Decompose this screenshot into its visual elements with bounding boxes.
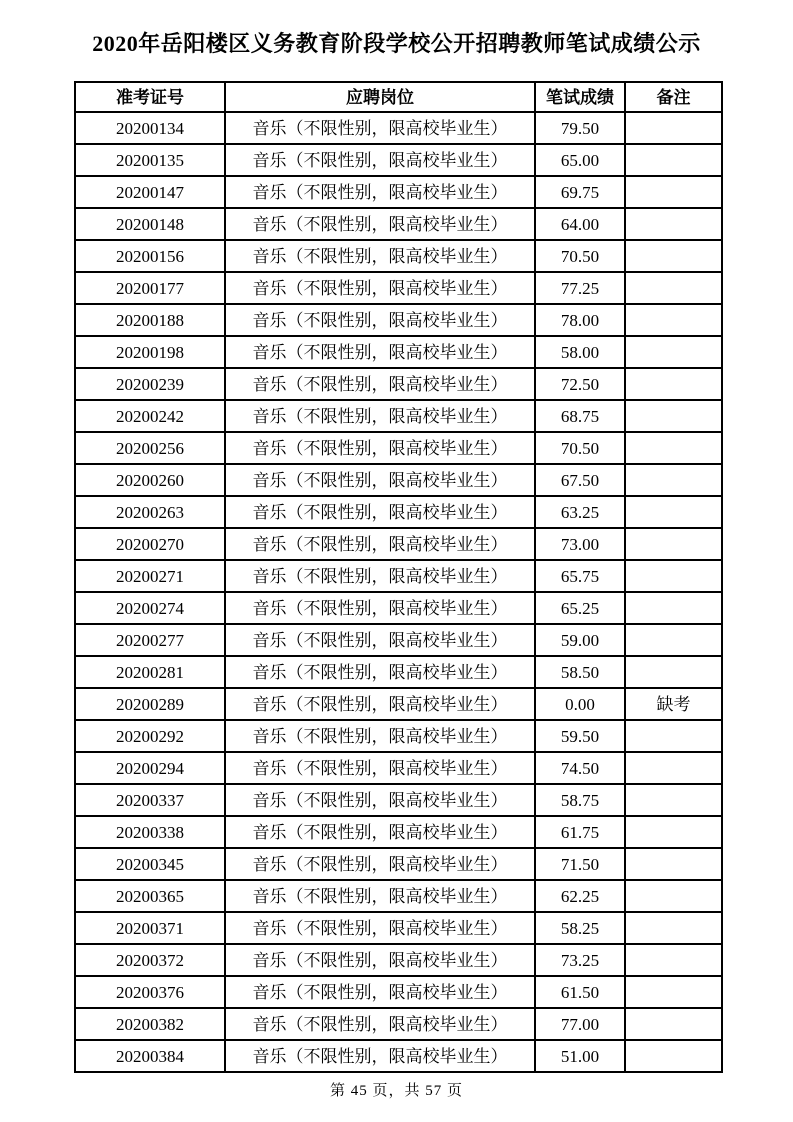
- position-cell: 音乐（不限性别，限高校毕业生）: [225, 176, 535, 208]
- score-cell: 61.75: [535, 816, 625, 848]
- exam-id-cell: 20200294: [75, 752, 225, 784]
- score-cell: 58.00: [535, 336, 625, 368]
- remark-cell: [625, 656, 722, 688]
- position-cell: 音乐（不限性别，限高校毕业生）: [225, 784, 535, 816]
- exam-id-cell: 20200277: [75, 624, 225, 656]
- remark-cell: [625, 272, 722, 304]
- exam-id-cell: 20200271: [75, 560, 225, 592]
- position-cell: 音乐（不限性别，限高校毕业生）: [225, 208, 535, 240]
- table-row: [75, 240, 722, 272]
- remark-cell: [625, 368, 722, 400]
- exam-id-cell: 20200371: [75, 912, 225, 944]
- table-header-row: [75, 82, 722, 112]
- remark-cell: [625, 944, 722, 976]
- remark-cell: [625, 816, 722, 848]
- table-row: [75, 880, 722, 912]
- exam-id-cell: 20200260: [75, 464, 225, 496]
- position-cell: 音乐（不限性别，限高校毕业生）: [225, 848, 535, 880]
- table-row: [75, 656, 722, 688]
- exam-id-cell: 20200274: [75, 592, 225, 624]
- table-row: [75, 592, 722, 624]
- score-cell: 59.00: [535, 624, 625, 656]
- remark-cell: 缺考: [625, 688, 722, 720]
- position-cell: 音乐（不限性别，限高校毕业生）: [225, 1040, 535, 1072]
- remark-cell: [625, 304, 722, 336]
- remark-cell: [625, 784, 722, 816]
- remark-cell: [625, 112, 722, 144]
- score-cell: 77.00: [535, 1008, 625, 1040]
- remark-cell: [625, 976, 722, 1008]
- table-row: [75, 944, 722, 976]
- exam-id-cell: 20200177: [75, 272, 225, 304]
- score-cell: 77.25: [535, 272, 625, 304]
- score-cell: 62.25: [535, 880, 625, 912]
- position-cell: 音乐（不限性别，限高校毕业生）: [225, 368, 535, 400]
- score-cell: 58.75: [535, 784, 625, 816]
- position-cell: 音乐（不限性别，限高校毕业生）: [225, 976, 535, 1008]
- position-cell: 音乐（不限性别，限高校毕业生）: [225, 528, 535, 560]
- remark-cell: [625, 336, 722, 368]
- remark-cell: [625, 432, 722, 464]
- score-cell: 79.50: [535, 112, 625, 144]
- exam-id-cell: 20200365: [75, 880, 225, 912]
- exam-id-cell: 20200156: [75, 240, 225, 272]
- score-cell: 65.00: [535, 144, 625, 176]
- remark-cell: [625, 528, 722, 560]
- position-cell: 音乐（不限性别，限高校毕业生）: [225, 1008, 535, 1040]
- score-cell: 58.50: [535, 656, 625, 688]
- exam-id-cell: 20200134: [75, 112, 225, 144]
- score-cell: 64.00: [535, 208, 625, 240]
- score-cell: 63.25: [535, 496, 625, 528]
- position-cell: 音乐（不限性别，限高校毕业生）: [225, 560, 535, 592]
- remark-cell: [625, 1008, 722, 1040]
- header-written-score: 笔试成绩: [535, 82, 625, 112]
- table-row: [75, 336, 722, 368]
- position-cell: 音乐（不限性别，限高校毕业生）: [225, 944, 535, 976]
- exam-id-cell: 20200376: [75, 976, 225, 1008]
- table-row: [75, 976, 722, 1008]
- table-row: [75, 112, 722, 144]
- position-cell: 音乐（不限性别，限高校毕业生）: [225, 624, 535, 656]
- position-cell: 音乐（不限性别，限高校毕业生）: [225, 464, 535, 496]
- exam-id-cell: 20200147: [75, 176, 225, 208]
- table-row: [75, 272, 722, 304]
- page-title: 2020年岳阳楼区义务教育阶段学校公开招聘教师笔试成绩公示: [92, 31, 701, 56]
- exam-id-cell: 20200270: [75, 528, 225, 560]
- score-cell: 70.50: [535, 240, 625, 272]
- remark-cell: [625, 496, 722, 528]
- remark-cell: [625, 624, 722, 656]
- remark-cell: [625, 592, 722, 624]
- exam-id-cell: 20200382: [75, 1008, 225, 1040]
- table-row: [75, 688, 722, 720]
- exam-id-cell: 20200338: [75, 816, 225, 848]
- table-row: [75, 368, 722, 400]
- table-row: [75, 464, 722, 496]
- score-cell: 51.00: [535, 1040, 625, 1072]
- score-cell: 71.50: [535, 848, 625, 880]
- exam-id-cell: 20200135: [75, 144, 225, 176]
- exam-id-cell: 20200292: [75, 720, 225, 752]
- position-cell: 音乐（不限性别，限高校毕业生）: [225, 752, 535, 784]
- position-cell: 音乐（不限性别，限高校毕业生）: [225, 144, 535, 176]
- remark-cell: [625, 464, 722, 496]
- score-cell: 78.00: [535, 304, 625, 336]
- exam-id-cell: 20200372: [75, 944, 225, 976]
- table-row: [75, 304, 722, 336]
- remark-cell: [625, 848, 722, 880]
- score-cell: 0.00: [535, 688, 625, 720]
- position-cell: 音乐（不限性别，限高校毕业生）: [225, 912, 535, 944]
- score-cell: 61.50: [535, 976, 625, 1008]
- exam-id-cell: 20200384: [75, 1040, 225, 1072]
- exam-id-cell: 20200198: [75, 336, 225, 368]
- score-cell: 73.25: [535, 944, 625, 976]
- table-row: [75, 816, 722, 848]
- score-cell: 70.50: [535, 432, 625, 464]
- remark-cell: [625, 176, 722, 208]
- exam-id-cell: 20200188: [75, 304, 225, 336]
- remark-cell: [625, 560, 722, 592]
- score-cell: 68.75: [535, 400, 625, 432]
- score-cell: 58.25: [535, 912, 625, 944]
- table-row: [75, 432, 722, 464]
- exam-id-cell: 20200256: [75, 432, 225, 464]
- position-cell: 音乐（不限性别，限高校毕业生）: [225, 688, 535, 720]
- header-position: 应聘岗位: [225, 82, 535, 112]
- page-footer: 第 45 页，共 57 页: [329, 1083, 463, 1099]
- score-cell: 74.50: [535, 752, 625, 784]
- exam-id-cell: 20200148: [75, 208, 225, 240]
- position-cell: 音乐（不限性别，限高校毕业生）: [225, 720, 535, 752]
- remark-cell: [625, 240, 722, 272]
- remark-cell: [625, 1040, 722, 1072]
- exam-id-cell: 20200289: [75, 688, 225, 720]
- position-cell: 音乐（不限性别，限高校毕业生）: [225, 272, 535, 304]
- position-cell: 音乐（不限性别，限高校毕业生）: [225, 240, 535, 272]
- table-row: [75, 208, 722, 240]
- table-row: [75, 624, 722, 656]
- position-cell: 音乐（不限性别，限高校毕业生）: [225, 656, 535, 688]
- header-exam-id: 准考证号: [75, 82, 225, 112]
- table-row: [75, 176, 722, 208]
- table-row: [75, 720, 722, 752]
- score-cell: 69.75: [535, 176, 625, 208]
- position-cell: 音乐（不限性别，限高校毕业生）: [225, 880, 535, 912]
- table-row: [75, 784, 722, 816]
- exam-id-cell: 20200337: [75, 784, 225, 816]
- exam-id-cell: 20200242: [75, 400, 225, 432]
- score-cell: 73.00: [535, 528, 625, 560]
- position-cell: 音乐（不限性别，限高校毕业生）: [225, 336, 535, 368]
- remark-cell: [625, 400, 722, 432]
- position-cell: 音乐（不限性别，限高校毕业生）: [225, 592, 535, 624]
- table-row: [75, 848, 722, 880]
- position-cell: 音乐（不限性别，限高校毕业生）: [225, 400, 535, 432]
- table-row: [75, 1040, 722, 1072]
- remark-cell: [625, 912, 722, 944]
- remark-cell: [625, 720, 722, 752]
- exam-id-cell: 20200263: [75, 496, 225, 528]
- exam-id-cell: 20200281: [75, 656, 225, 688]
- table-row: [75, 496, 722, 528]
- remark-cell: [625, 880, 722, 912]
- score-cell: 65.25: [535, 592, 625, 624]
- score-cell: 59.50: [535, 720, 625, 752]
- table-row: [75, 400, 722, 432]
- position-cell: 音乐（不限性别，限高校毕业生）: [225, 432, 535, 464]
- position-cell: 音乐（不限性别，限高校毕业生）: [225, 496, 535, 528]
- remark-cell: [625, 144, 722, 176]
- remark-cell: [625, 208, 722, 240]
- table-body: [75, 112, 722, 1072]
- score-table: [74, 81, 723, 1073]
- table-row: [75, 752, 722, 784]
- position-cell: 音乐（不限性别，限高校毕业生）: [225, 112, 535, 144]
- table-row: [75, 528, 722, 560]
- exam-id-cell: 20200345: [75, 848, 225, 880]
- exam-id-cell: 20200239: [75, 368, 225, 400]
- score-cell: 72.50: [535, 368, 625, 400]
- score-cell: 65.75: [535, 560, 625, 592]
- score-cell: 67.50: [535, 464, 625, 496]
- table-row: [75, 912, 722, 944]
- remark-cell: [625, 752, 722, 784]
- table-row: [75, 144, 722, 176]
- position-cell: 音乐（不限性别，限高校毕业生）: [225, 304, 535, 336]
- table-row: [75, 560, 722, 592]
- table-row: [75, 1008, 722, 1040]
- header-remark: 备注: [625, 82, 722, 112]
- position-cell: 音乐（不限性别，限高校毕业生）: [225, 816, 535, 848]
